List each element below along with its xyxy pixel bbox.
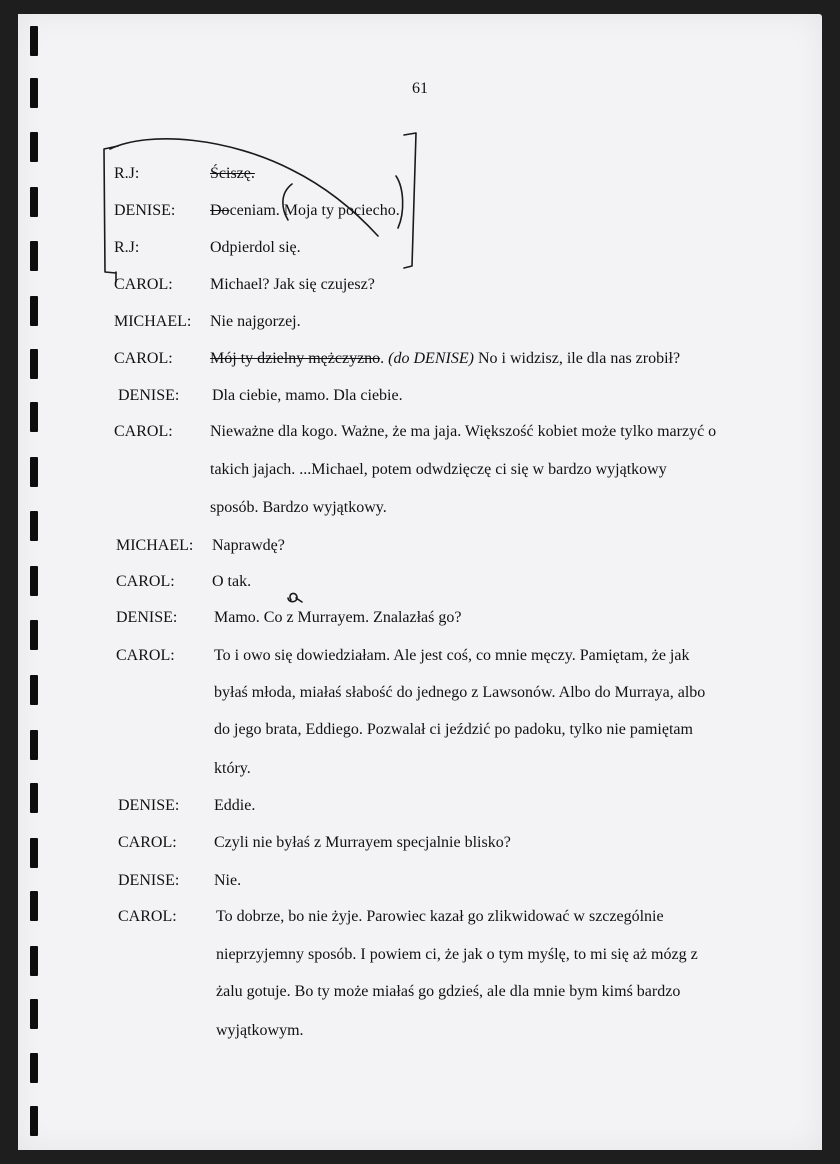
binding-hole	[30, 566, 38, 596]
dialogue-text	[210, 499, 387, 517]
speaker-name: MICHAEL:	[114, 313, 192, 330]
speaker-name: MICHAEL:	[116, 537, 194, 554]
binding-hole	[30, 838, 38, 868]
dialogue-text	[210, 350, 680, 368]
spiral-binding	[0, 0, 60, 1164]
struck-text: Mój ty dzielny mężczyzno	[210, 350, 381, 367]
dialogue-text	[212, 573, 251, 591]
text-segment: Eddie.	[214, 797, 256, 814]
dialogue-text	[210, 423, 716, 441]
dialogue-text	[214, 609, 461, 627]
dialogue-text	[214, 760, 251, 778]
binding-hole	[30, 620, 38, 650]
struck-text: Ściszę.	[210, 165, 255, 182]
text-segment: byłaś młoda, miałaś słabość do jednego z Lawsonów. Albo do Murraya, albo	[214, 684, 706, 701]
dialogue-text	[210, 313, 301, 331]
speaker-name: R.J:	[114, 239, 140, 256]
text-segment: Michael? Jak się czujesz?	[210, 276, 375, 293]
text-segment: takich jajach. ...Michael, potem odwdzięczę ci się w bardzo wyjątkowy	[210, 461, 667, 478]
dialogue-text	[214, 834, 511, 852]
binding-hole	[30, 349, 38, 379]
dialogue-text	[216, 1022, 304, 1040]
dialogue-text	[214, 797, 255, 815]
text-segment: No i widzisz, ile dla nas zrobił?	[473, 350, 681, 367]
binding-hole	[30, 783, 38, 813]
speaker-name: CAROL:	[114, 276, 173, 293]
speaker-name: CAROL:	[114, 350, 173, 367]
speaker-name: CAROL:	[118, 834, 177, 851]
text-segment: .	[380, 350, 389, 367]
dialogue-text	[210, 165, 255, 183]
dialogue-text	[214, 872, 241, 890]
text-segment: Odpierdol się.	[210, 239, 301, 256]
binding-hole	[30, 132, 38, 162]
text-segment: Nie najgorzej.	[210, 313, 301, 330]
dialogue-text	[212, 537, 285, 555]
binding-hole	[30, 891, 38, 921]
binding-hole	[30, 296, 38, 326]
text-segment: nieprzyjemny sposób. I powiem ci, że jak o tym myślę, to mi się aż mózg z	[216, 946, 698, 963]
text-segment: To i owo się dowiedziałam. Ale jest coś, co mnie męczy. Pamiętam, że jak	[214, 647, 690, 664]
dialogue-text	[210, 276, 375, 294]
binding-hole	[30, 999, 38, 1029]
dialogue-text	[212, 387, 403, 405]
dialogue-text	[214, 647, 689, 665]
text-segment: do jego brata, Eddiego. Pozwalał ci jeździć po padoku, tylko nie pamiętam	[214, 721, 693, 738]
dialogue-text	[214, 721, 693, 739]
dialogue-text	[216, 983, 680, 1001]
speaker-name: DENISE:	[116, 609, 178, 626]
binding-hole	[30, 946, 38, 976]
binding-hole	[30, 730, 38, 760]
text-segment: który.	[214, 760, 251, 777]
stage-direction: (do DENISE)	[388, 350, 474, 367]
dialogue-text	[214, 684, 705, 702]
binding-hole	[30, 457, 38, 487]
dialogue-text	[210, 461, 667, 479]
text-segment: Naprawdę?	[212, 537, 285, 554]
text-segment: sposób. Bardzo wyjątkowy.	[210, 499, 387, 516]
text-segment: Nieważne dla kogo. Ważne, że ma jaja. Większość kobiet może tylko marzyć o	[210, 423, 717, 440]
text-segment: wyjątkowym.	[216, 1022, 304, 1039]
speaker-name: CAROL:	[116, 647, 175, 664]
text-segment: Dla ciebie, mamo. Dla ciebie.	[212, 387, 403, 404]
speaker-name: DENISE:	[114, 202, 176, 219]
text-segment: O tak.	[212, 573, 252, 590]
binding-hole	[30, 1106, 38, 1136]
speaker-name: DENISE:	[118, 872, 180, 889]
binding-hole	[30, 187, 38, 217]
speaker-name: DENISE:	[118, 387, 180, 404]
binding-hole	[30, 511, 38, 541]
binding-hole	[30, 26, 38, 56]
text-segment: żalu gotuje. Bo ty może miałaś go gdzieś, ale dla mnie bym kimś bardzo	[216, 983, 681, 1000]
dialogue-text	[216, 946, 698, 964]
page-number: 61	[412, 80, 428, 97]
text-segment: Mamo. Co z Murrayem. Znalazłaś go?	[214, 609, 462, 626]
binding-hole	[30, 1053, 38, 1083]
binding-hole	[30, 402, 38, 432]
binding-hole	[30, 675, 38, 705]
dialogue-text	[210, 202, 400, 220]
speaker-name: CAROL:	[118, 908, 177, 925]
dialogue-text	[216, 908, 664, 926]
speaker-name: CAROL:	[114, 423, 173, 440]
dialogue-text	[210, 239, 301, 257]
text-segment: To dobrze, bo nie żyje. Parowiec kazał go zlikwidować w szczególnie	[216, 908, 664, 925]
binding-hole	[30, 241, 38, 271]
speaker-name: R.J:	[114, 165, 140, 182]
text-segment: Nie.	[214, 872, 242, 889]
struck-text: Do	[210, 202, 230, 219]
speaker-name: DENISE:	[118, 797, 180, 814]
text-segment: Czyli nie byłaś z Murrayem specjalnie blisko?	[214, 834, 511, 851]
text-segment: ceniam. Moja ty pociecho.	[229, 202, 400, 219]
speaker-name: CAROL:	[116, 573, 175, 590]
